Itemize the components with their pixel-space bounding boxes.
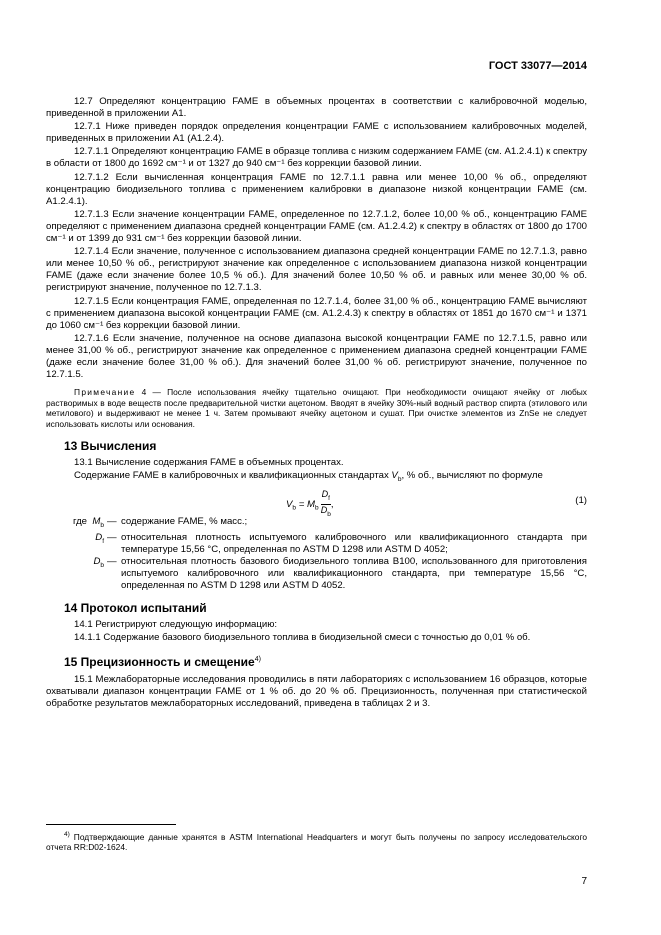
section-13-title: 13 Вычисления xyxy=(64,438,157,453)
definition-list xyxy=(46,516,587,592)
paragraph-12-7-1-1: 12.7.1.1 Определяют концентрацию FAME в образце топлива с низким содержанием FAME (см. А1.2.4.1) к спектру в области от 1800 до 1692 см⁻¹ и от 1327 до 940 см⁻¹ без коррекции базовой линии. xyxy=(46,146,587,170)
note-4 xyxy=(46,387,587,429)
formula-1 xyxy=(46,487,587,518)
paragraph-15-1: 15.1 Межлабораторные исследования проводились в пяти лабораториях с использованием 16 образцов, которые охватывали диапазон концентрации FAME от 1 % об. до 20 % об. Прецизионность, полученная при статистической обработке результатов межлабораторных исследований, приведена в таблицах 2 и 3. xyxy=(46,673,587,709)
note-label: Примечание xyxy=(74,387,136,398)
document-body xyxy=(46,96,587,711)
paragraph-12-7-1-4: 12.7.1.4 Если значение, полученное с использованием диапазона средней концентрации FAME по 12.7.1.3, равно или менее 10,50 % об., регистрируют значение как определенное с использованием диапазона низкой концентрации FAME (даже если значение более 10,5 % об.). Для значений более 10,50 % об. и равных или менее 30,00 % об. регистрируют значение, полученное по 12.7.1.3. xyxy=(46,246,587,294)
footnote-ref: 4) xyxy=(254,656,261,664)
definition-row: где $M_b$ — содержание FAME, % масс.; xyxy=(73,515,248,529)
paragraph-13-1: 13.1 Вычисление содержания FAME в объемных процентах. xyxy=(74,456,344,468)
definition-row: $D_f$ — относительная плотность испытуемого калибровочного или квалификационного стандарта при температуре 15,56 °С, определенная по ASTM D 1298 или ASTM D 4052; xyxy=(95,531,587,555)
formula-number: (1) xyxy=(575,494,587,506)
formula-expression: $V_b = M_b$ $\frac{D_f}{D_b}$ , xyxy=(286,488,334,518)
paragraph-12-7-1-5: 12.7.1.5 Если концентрация FAME, определенная по 12.7.1.4, более 31,00 % об., концентрацию FAME вычисляют с применением диапазона высокой концентрации FAME (см. А1.2.4.3) к спектру в областях от 1851 до 1670 см⁻¹ и 1371 до 1060 см⁻¹ без коррекции базовой линии. xyxy=(46,295,587,331)
formula-fraction: $\frac{D_f}{D_b}$ xyxy=(320,488,331,518)
footnote: $^{4)}$ Подтверждающие данные хранятся в ASTM International Headquarters и могут быть получены по запросу исследовательского отчета RR:D02-1624. xyxy=(46,831,587,853)
paragraph-12-7-1-6: 12.7.1.6 Если значение, полученное на основе диапазона высокой концентрации FAME по 12.7.1.5, равно или менее 31,00 % об., регистрируют значение как определенное с применением диапазона средней концентрации FAME (даже если значение более 31,00 % об.). Для значений более 31,00 % об. регистрируют значение, полученное по 12.7.1.5. xyxy=(46,332,587,381)
definition-row: $D_b$ — относительная плотность базового биодизельного топлива В100, использованного для приготовления испытуемого калибровочного или квалификационного стандарта, при температуре 15,56 °С, определенная по ASTM D 1298 или ASTM D 4052. xyxy=(93,555,587,592)
note-text: 4 — После использования ячейку тщательно очищают. При необходимости очищают ячейку от любых растворимых в воде веществ после предварительной чистки ацетоном. Вводят в ячейку 30%-ный водный раствор спирта (этилового или метилового) и выдерживают не менее 1 ч. Затем промывают ячейку ацетоном и сушат. При очистке элементов из ZnSe не следует использовать кислоты или основания. xyxy=(46,387,587,429)
paragraph-12-7: 12.7 Определяют концентрацию FAME в объемных процентах в соответствии с калибровочной моделью, приведенной в приложении А1. xyxy=(46,96,587,120)
paragraph-13-1-formula-intro: Содержание FAME в калибровочных и квалификационных стандартах $V_b$, % об., вычисляют по формуле xyxy=(74,469,543,483)
paragraph-12-7-1-3: 12.7.1.3 Если значение концентрации FAME, определенное по 12.7.1.2, более 10,00 % об., концентрацию FAME определяют с применением диапазона средней концентрации FAME (см. А1.2.4.2) к спектру в областях от 1800 до 1700 см⁻¹ и от 1399 до 931 см⁻¹ без коррекции базовой линии. xyxy=(46,208,587,245)
paragraph-14-1-1: 14.1.1 Содержание базового биодизельного топлива в биодизельной смеси с точностью до 0,01 % об. xyxy=(74,632,531,644)
page-header: ГОСТ 33077—2014 xyxy=(488,60,587,72)
paragraph-12-7-1: 12.7.1 Ниже приведен порядок определения концентрации FAME с использованием калибровочных моделей, приведенных в приложении А1 (А1.2.4). xyxy=(46,121,587,145)
paragraph-14-1: 14.1 Регистрируют следующую информацию: xyxy=(74,619,278,631)
section-15-title: 15 Прецизионность и смещение$^{4)}$ xyxy=(64,655,261,670)
paragraph-12-7-1-2: 12.7.1.2 Если вычисленная концентрация FAME по 12.7.1.1 равна или менее 10,00 % об., определяют концентрацию биодизельного топлива с применением калибровки в диапазоне низкой концентрации FAME (см. А1.2.4.1). xyxy=(46,171,587,207)
page-number: 7 xyxy=(581,876,587,887)
section-14-title: 14 Протокол испытаний xyxy=(64,601,207,616)
footnote-divider xyxy=(46,824,176,825)
